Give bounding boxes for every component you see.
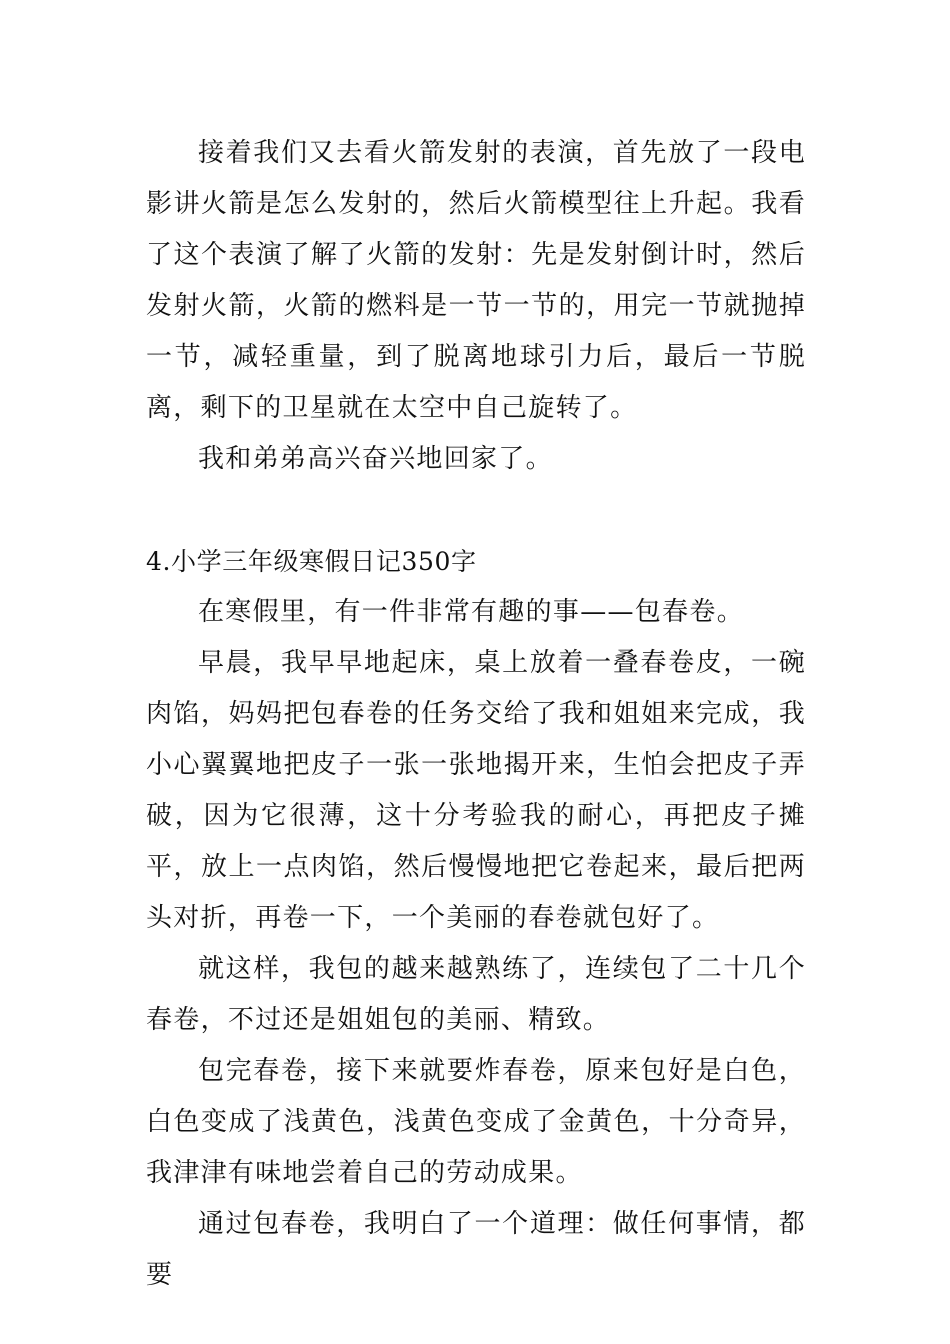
paragraph-frying: 包完春卷，接下来就要炸春卷，原来包好是白色，白色变成了浅黄色，浅黄色变成了金黄色，十分奇异，我津津有味地尝着自己的劳动成果。 xyxy=(146,1056,806,1188)
paragraph-practice: 就这样，我包的越来越熟练了，连续包了二十几个春卷，不过还是姐姐包的美丽、精致。 xyxy=(146,954,806,1035)
paragraph-intro: 在寒假里，有一件非常有趣的事——包春卷。 xyxy=(198,597,745,627)
paragraph-lesson: 通过包春卷，我明白了一个道理：做任何事情，都要 xyxy=(146,1209,806,1290)
section-spacer xyxy=(146,485,806,536)
paragraph-go-home: 我和弟弟高兴奋兴地回家了。 xyxy=(198,444,553,474)
paragraph-rocket-show: 接着我们又去看火箭发射的表演，首先放了一段电影讲火箭是怎么发射的，然后火箭模型往上升起。我看了这个表演了解了火箭的发射：先是发射倒计时，然后发射火箭，火箭的燃料是一节一节的，用完一节就抛掉一节，减轻重量，到了脱离地球引力后，最后一节脱离，剩下的卫星就在太空中自己旋转了。 xyxy=(146,138,806,423)
section-heading: 4.小学三年级寒假日记350字 xyxy=(146,547,477,576)
document-body xyxy=(146,128,806,1301)
paragraph-morning: 早晨，我早早地起床，桌上放着一叠春卷皮，一碗肉馅，妈妈把包春卷的任务交给了我和姐姐来完成，我小心翼翼地把皮子一张一张地揭开来，生怕会把皮子弄破，因为它很薄，这十分考验我的耐心，再把皮子摊平，放上一点肉馅，然后慢慢地把它卷起来，最后把两头对折，再卷一下，一个美丽的春卷就包好了。 xyxy=(146,648,806,933)
